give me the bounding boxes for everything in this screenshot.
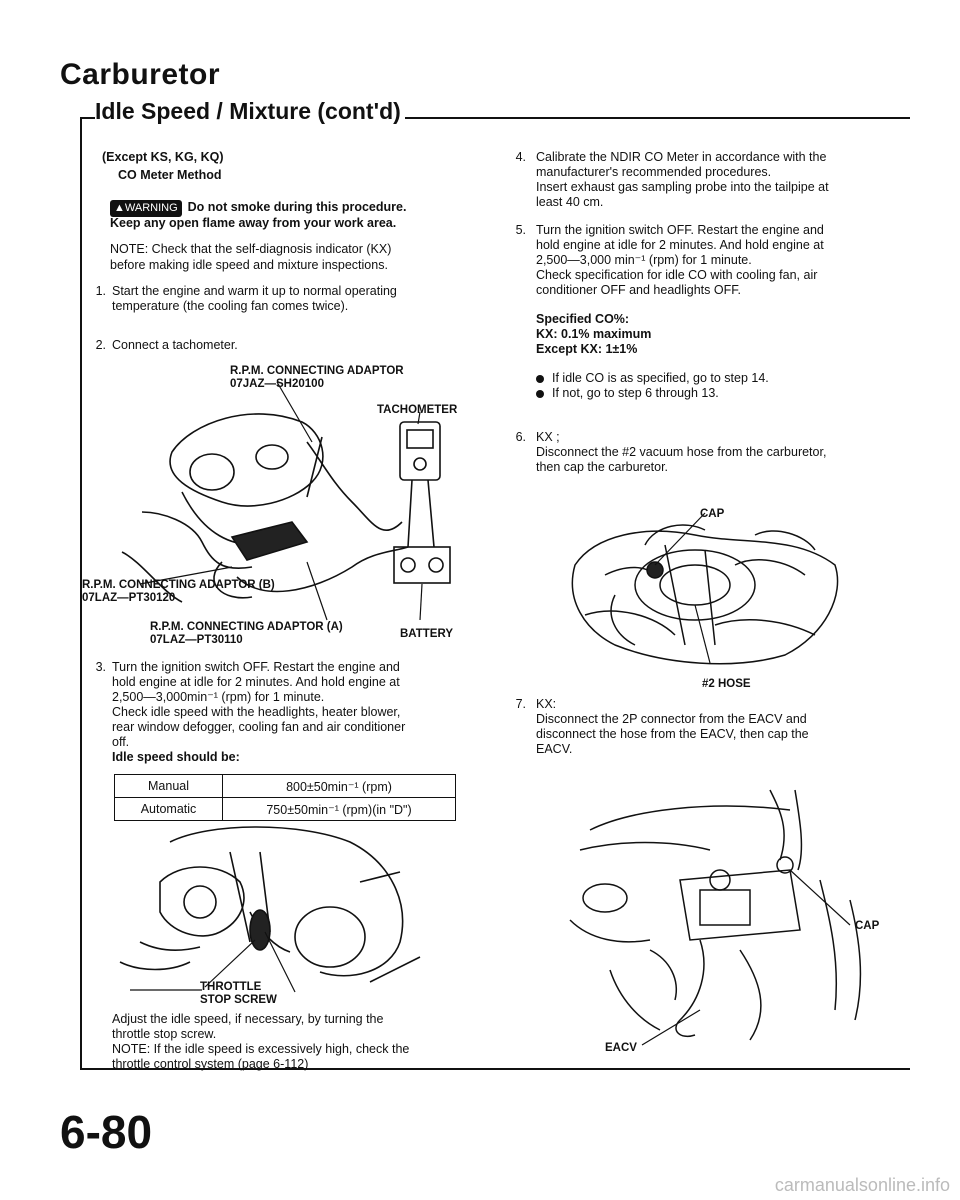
adaptor-a-label-1: R.P.M. CONNECTING ADAPTOR (A) — [150, 621, 343, 633]
step-text: Calibrate the NDIR CO Meter in accordance with the — [536, 150, 827, 164]
note-line-2: before making idle speed and mixture inspections. — [110, 258, 388, 272]
adjust-text: throttle stop screw. — [112, 1027, 217, 1041]
step-text: then cap the carburetor. — [536, 460, 669, 474]
battery-label: BATTERY — [400, 628, 454, 640]
table-cell: 800±50min⁻¹ (rpm) — [223, 775, 456, 798]
step-text: Check idle speed with the headlights, heater blower, — [112, 705, 401, 719]
spec-kx: KX: 0.1% maximum — [536, 327, 652, 341]
warning-line-2: Keep any open flame away from your work area. — [110, 216, 397, 230]
adjust-text: Adjust the idle speed, if necessary, by turning the — [112, 1012, 384, 1026]
method-label: CO Meter Method — [118, 168, 222, 182]
step-text: EACV. — [536, 742, 573, 756]
table-cell: Automatic — [115, 798, 223, 821]
adjust-text: throttle control system (page 6-112) — [112, 1057, 309, 1071]
step-number: 3. — [95, 660, 106, 674]
carburetor-cap-figure — [555, 505, 855, 675]
step-text: hold engine at idle for 2 minutes. And hold engine at — [112, 675, 400, 689]
warning-line-1: ▲WARNING Do not smoke during this procedure. — [110, 200, 406, 217]
eacv-figure — [550, 770, 890, 1060]
step-text: manufacturer's recommended procedures. — [536, 165, 772, 179]
step-text: KX ; — [536, 430, 560, 444]
step-text: Disconnect the 2P connector from the EACV and — [536, 712, 807, 726]
step-text: Connect a tachometer. — [112, 338, 238, 352]
bullet-item: If idle CO is as specified, go to step 14. — [536, 371, 824, 386]
step-text: Disconnect the #2 vacuum hose from the carburetor, — [536, 445, 827, 459]
eacv-cap-label: CAP — [855, 920, 880, 932]
step-text: temperature (the cooling fan comes twice). — [112, 299, 349, 313]
bullet-item: If not, go to step 6 through 13. — [536, 386, 824, 401]
step-number: 5. — [515, 223, 526, 237]
adjust-instructions — [112, 1012, 409, 1072]
step-number: 6. — [515, 430, 526, 444]
step-text: Insert exhaust gas sampling probe into the tailpipe at — [536, 180, 829, 194]
spec-heading: Specified CO%: — [536, 312, 630, 326]
step-text: Turn the ignition switch OFF. Restart the engine and — [536, 223, 824, 237]
step-text: KX: — [536, 697, 557, 711]
table-cell: Manual — [115, 775, 223, 798]
warning-triangle-icon: ▲ — [114, 202, 125, 214]
adaptor-b-label-2: 07LAZ—PT30120 — [82, 592, 176, 604]
bullet-icon — [536, 375, 544, 383]
warning-badge: ▲WARNING — [110, 200, 182, 217]
step-number: 1. — [95, 284, 106, 298]
adaptor-b-label-1: R.P.M. CONNECTING ADAPTOR (B) — [82, 579, 275, 591]
step-text: Start the engine and warm it up to normal operating — [112, 284, 397, 298]
table-cell: 750±50min⁻¹ (rpm)(in "D") — [223, 798, 456, 821]
step-text: conditioner OFF and headlights OFF. — [536, 283, 741, 297]
note-line-1: NOTE: Check that the self-diagnosis indicator (KX) — [110, 242, 392, 256]
hose-label: #2 HOSE — [702, 678, 751, 690]
eacv-label: EACV — [605, 1042, 637, 1054]
idle-speed-table — [114, 774, 456, 821]
step-text: 2,500—3,000min⁻¹ (rpm) for 1 minute. — [112, 690, 325, 704]
throttle-stop-screw-figure — [100, 822, 460, 1002]
watermark-footer: carmanualsonline.info — [774, 1175, 950, 1195]
adjust-text: NOTE: If the idle speed is excessively high, check the — [112, 1042, 410, 1056]
step-text: 2,500—3,000 min⁻¹ (rpm) for 1 minute. — [536, 253, 752, 267]
throttle-label-2: STOP SCREW — [200, 994, 277, 1006]
step-text: rear window defogger, cooling fan and air conditioner — [112, 720, 406, 734]
throttle-label-1: THROTTLE — [200, 981, 262, 993]
step-text: least 40 cm. — [536, 195, 604, 209]
table-row — [115, 798, 456, 821]
rpm-adaptor-label-1: R.P.M. CONNECTING ADAPTOR — [230, 365, 404, 377]
tachometer-label: TACHOMETER — [377, 404, 458, 416]
idle-speed-heading: Idle speed should be: — [112, 750, 240, 764]
step-text: hold engine at idle for 2 minutes. And hold engine at — [536, 238, 824, 252]
page-title: Carburetor — [60, 58, 221, 91]
page-number: 6-80 — [60, 1106, 153, 1158]
step-text: off. — [112, 735, 130, 749]
step-number: 4. — [515, 150, 526, 164]
bullet-icon — [536, 390, 544, 398]
rpm-adaptor-label-2: 07JAZ—SH20100 — [230, 378, 324, 390]
step-text: Check specification for idle CO with cooling fan, air — [536, 268, 818, 282]
step-text: Turn the ignition switch OFF. Restart the engine and — [112, 660, 400, 674]
section-title: Idle Speed / Mixture (cont'd) — [95, 98, 405, 125]
table-row — [115, 775, 456, 798]
scope-label: (Except KS, KG, KQ) — [102, 150, 224, 164]
step-text: disconnect the hose from the EACV, then cap the — [536, 727, 809, 741]
cap-label: CAP — [700, 508, 725, 520]
step-number: 2. — [95, 338, 106, 352]
spec-except-kx: Except KX: 1±1% — [536, 342, 638, 356]
step-number: 7. — [515, 697, 526, 711]
adaptor-a-label-2: 07LAZ—PT30110 — [150, 634, 243, 646]
